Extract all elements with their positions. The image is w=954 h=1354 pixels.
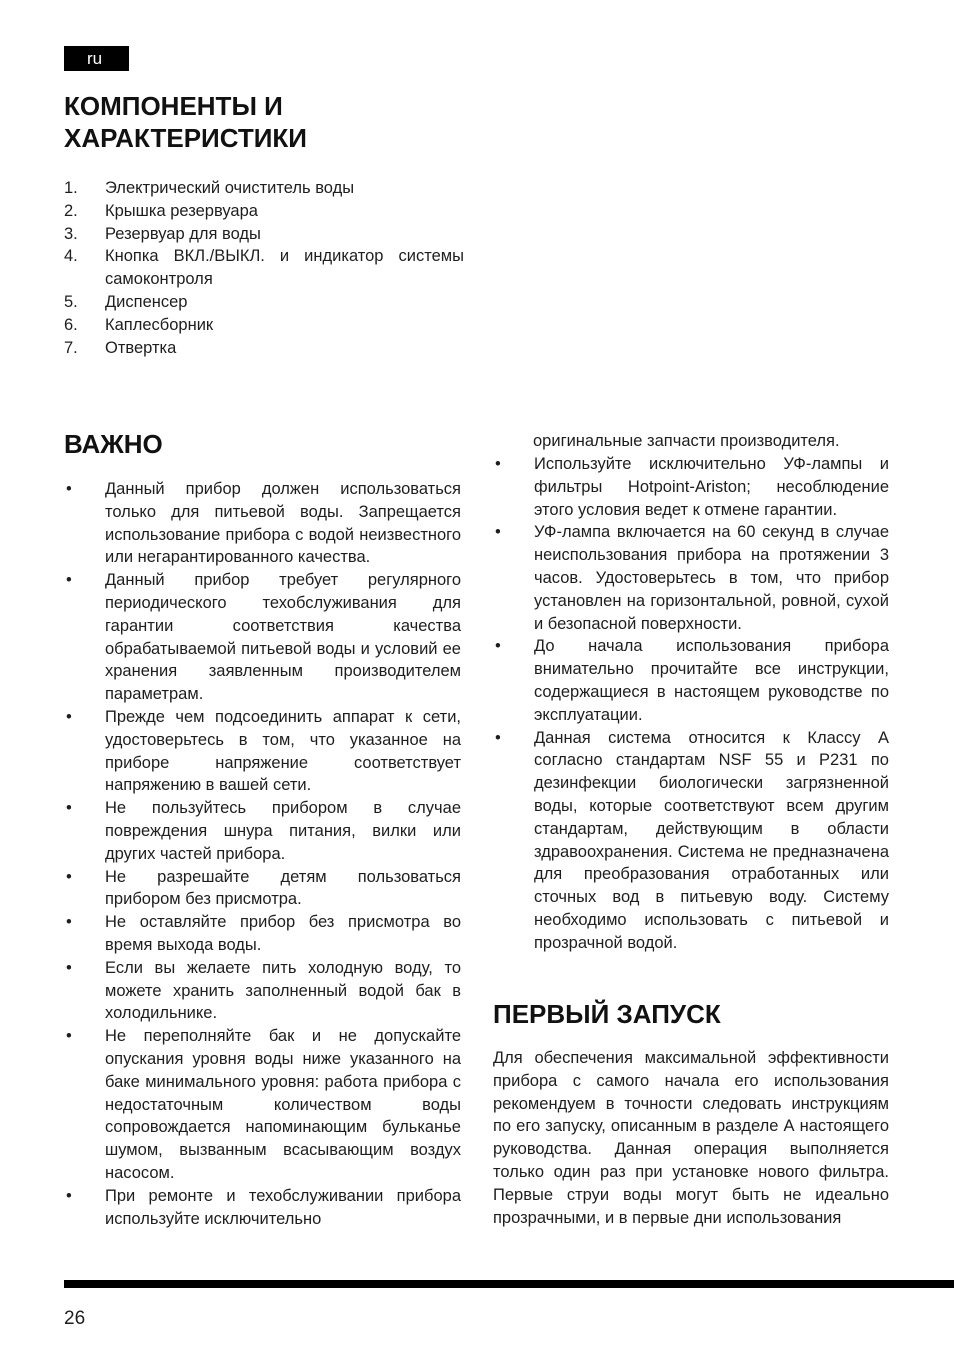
important-list-left — [64, 478, 461, 1230]
list-item-text: Если вы желаете пить холодную воду, то можете хранить заполненный водой бак в холодильнике. — [105, 958, 461, 1023]
list-item — [64, 1025, 461, 1185]
important-continuation-text: оригинальные запчасти производителя. — [533, 432, 840, 450]
list-item-text: УФ-лампа включается на 60 секунд в случае неиспользования прибора на протяжении 3 часов. Удостоверьтесь в том, что прибор установлен на горизонтальной, ровной, сухой и безопасной поверхности. — [534, 523, 889, 633]
list-item — [64, 797, 461, 865]
list-item-text: Диспенсер — [105, 292, 188, 311]
list-item-text: Кнопка ВКЛ./ВЫКЛ. и индикатор системы самоконтроля — [105, 247, 464, 289]
list-item — [64, 177, 464, 200]
list-item-text: Данный прибор должен использоваться только для питьевой воды. Запрещается использование прибора с водой неизвестного или негарантированного качества. — [105, 480, 461, 567]
list-item-text: Не переполняйте бак и не допускайте опускания уровня воды ниже указанного на баке минимального уровня: работа прибора с недостаточным количеством воды сопровождается напоминающим бульканье шумом, вызванным всасывающим воздух насосом. — [105, 1027, 461, 1182]
list-item-text: До начала использования прибора внимательно прочитайте все инструкции, содержащиеся в настоящем руководстве по эксплуатации. — [534, 637, 889, 724]
list-item-text: Отвертка — [105, 338, 177, 357]
bullet: • — [495, 523, 501, 542]
list-item-text: Используйте исключительно УФ-лампы и фильтры Hotpoint-Ariston; несоблюдение этого условия ведет к отмене гарантии. — [534, 455, 889, 519]
list-item — [493, 727, 889, 955]
first-start-paragraph: Для обеспечения максимальной эффективности прибора с самого начала его использования рекомендуем в точности следовать инструкциям по его запуску, описанным в разделе А настоящего руководства. Данная операция выполняется только один раз при установке нового фильтра. Первые струи воды могут быть не идеально прозрачными, и в первые дни использования — [493, 1049, 889, 1227]
important-title: ВАЖНО — [64, 429, 163, 459]
bullet: • — [66, 867, 72, 886]
list-item — [64, 911, 461, 957]
list-item — [493, 521, 889, 635]
first-start-title: ПЕРВЫЙ ЗАПУСК — [493, 999, 721, 1029]
list-item — [64, 314, 464, 337]
list-item-number: 5. — [64, 292, 78, 311]
list-item — [493, 635, 889, 726]
bullet: • — [495, 455, 501, 473]
bullet: • — [66, 480, 72, 498]
list-item-text: Данный прибор требует регулярного периодического техобслуживания для гарантии соответствия качества обрабатываемой питьевой воды и условий ее хранения заявленным производителем параметрам. — [105, 571, 461, 704]
list-item — [64, 706, 461, 797]
list-item-text: Резервуар для воды — [105, 224, 261, 243]
list-item-number: 2. — [64, 201, 78, 220]
list-item — [64, 223, 464, 246]
list-item-text: Крышка резервуара — [105, 201, 258, 220]
list-item-number: 6. — [64, 315, 78, 334]
footer-rule — [64, 1280, 954, 1288]
bullet: • — [495, 637, 501, 656]
list-item — [64, 866, 461, 912]
bullet: • — [66, 799, 72, 818]
list-item-text: Данная система относится к Классу А согласно стандартам NSF 55 и P231 по дезинфекции биологически загрязненной воды, которые соответствуют всем другим стандартам, действующим в области здравоохранения. Система не предназначена для преобразования отработанных или сточных вод в питьевую воду. Систему необходимо использовать с питьевой и прозрачной водой. — [534, 728, 889, 952]
list-item-text: Не разрешайте детям пользоваться прибором без присмотра. — [105, 867, 461, 909]
list-item — [64, 291, 464, 314]
bullet: • — [495, 728, 501, 747]
bullet: • — [66, 913, 72, 932]
list-item-number: 3. — [64, 224, 78, 243]
list-item — [64, 478, 461, 569]
list-item — [64, 337, 464, 360]
list-item — [64, 957, 461, 1025]
language-tag: ru — [64, 46, 129, 71]
bullet: • — [66, 571, 72, 590]
list-item-text: Прежде чем подсоединить аппарат к сети, удостоверьтесь в том, что указанное на приборе напряжение соответствует напряжению в вашей сети. — [105, 707, 461, 795]
page-number: 26 — [64, 1308, 86, 1329]
list-item-text: Не пользуйтесь прибором в случае повреждения шнура питания, вилки или других частей прибора. — [105, 799, 461, 863]
components-list — [64, 177, 464, 359]
bullet: • — [66, 958, 72, 977]
list-item — [64, 1185, 461, 1231]
list-item-number: 1. — [64, 179, 78, 197]
list-item-text: Электрический очиститель воды — [105, 179, 355, 197]
list-item — [64, 200, 464, 223]
bullet: • — [66, 1186, 72, 1205]
list-item-text: Не оставляйте прибор без присмотра во время выхода воды. — [105, 913, 461, 954]
components-title: КОМПОНЕНТЫ И ХАРАКТЕРИСТИКИ — [64, 91, 307, 153]
list-item — [64, 245, 464, 291]
important-list-right — [493, 453, 889, 955]
list-item-number: 7. — [64, 338, 78, 357]
list-item-text: Каплесборник — [105, 315, 214, 334]
list-item — [493, 453, 889, 521]
list-item — [64, 569, 461, 706]
list-item-text: При ремонте и техобслуживании прибора используйте исключительно — [105, 1186, 461, 1228]
bullet: • — [66, 1027, 72, 1046]
bullet: • — [66, 707, 72, 726]
list-item-number: 4. — [64, 247, 78, 266]
